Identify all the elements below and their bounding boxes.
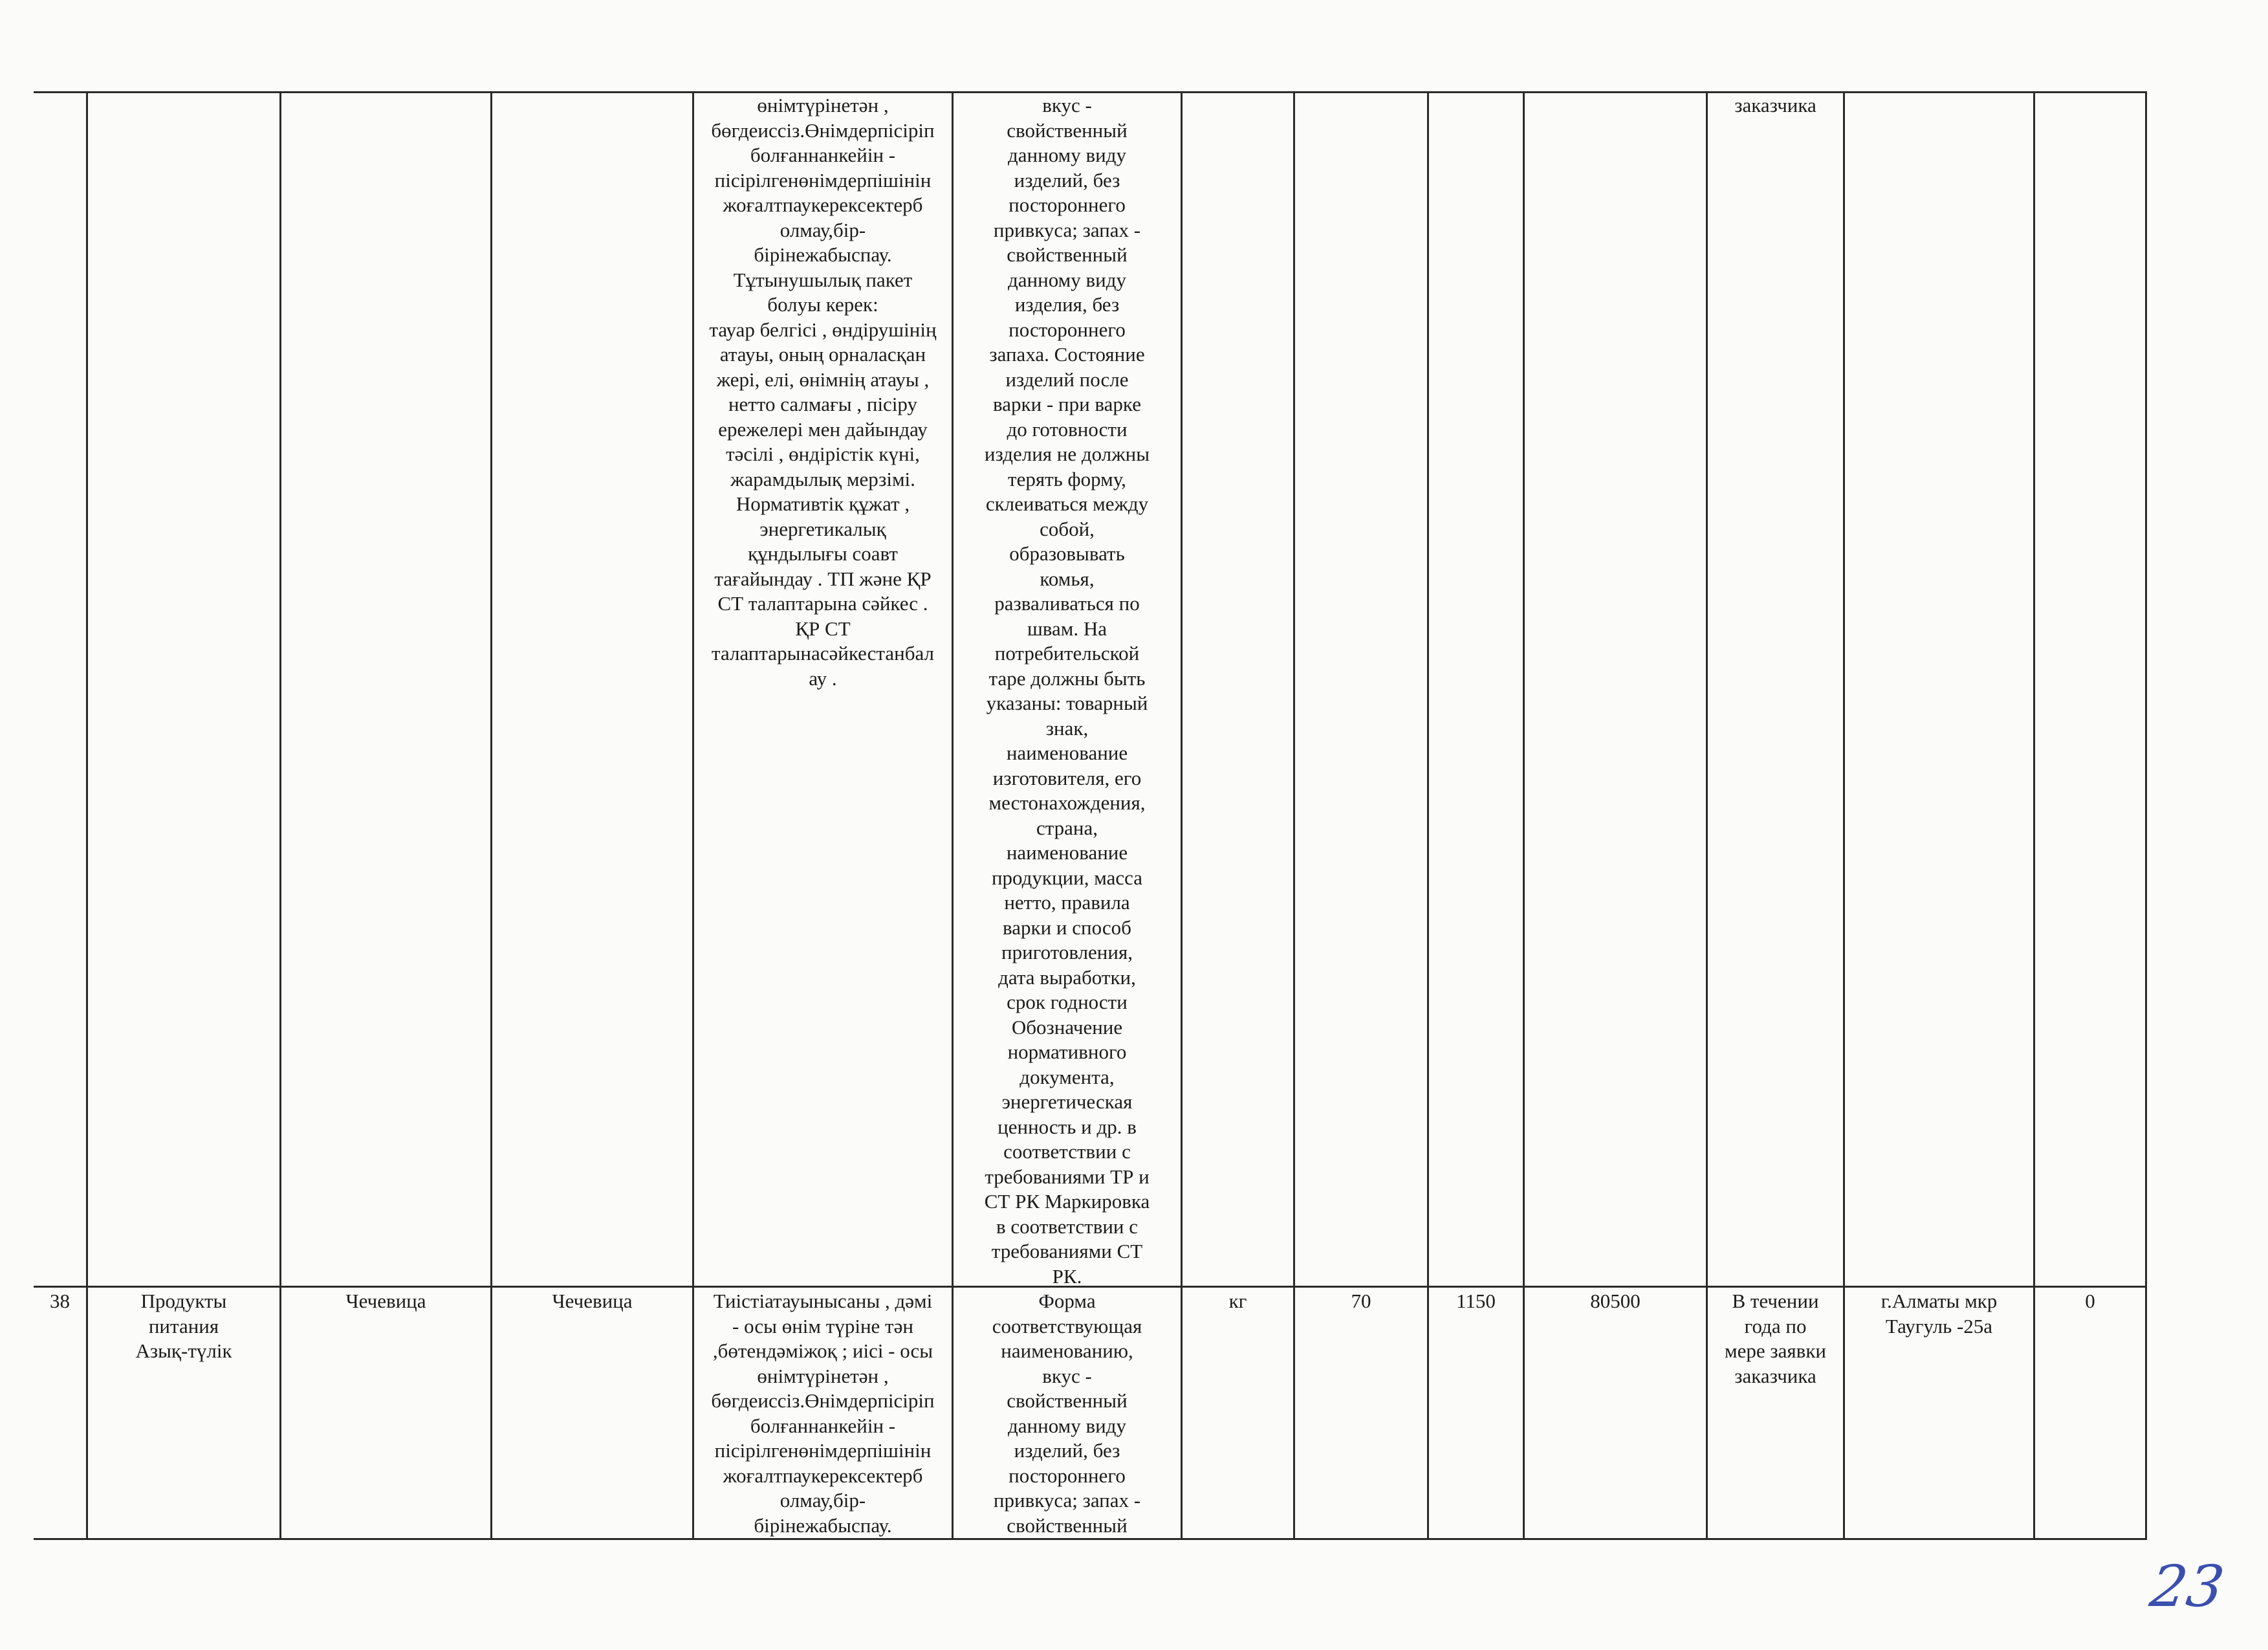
- cell-price: 1150: [1456, 1290, 1496, 1312]
- cell-delivery-term: заказчика: [1734, 94, 1816, 116]
- cell-amount: 80500: [1590, 1290, 1641, 1312]
- cell-row-number: 38: [50, 1290, 70, 1312]
- handwritten-page-number: 23: [2146, 1553, 2229, 1620]
- column-divider: [279, 91, 281, 1540]
- cell-product-name: Чечевица: [345, 1290, 426, 1312]
- column-divider: [1523, 91, 1525, 1540]
- column-divider: [490, 91, 492, 1540]
- cell-requirements-ru: вкус - свойственный данному виду изделий, без постороннего привкуса; запах - свойственный данному виду изделия, без постороннего запаха. Состояние изделий после варки - при варке до готовности изделия не должны терять форму, склеиваться между собой, образовывать комья, разваливаться по швам. На потребительской таре должны быть указаны: товарный знак, наименование изготовителя, его местонахождения, страна, наименование продукции, масса нетто, правила варки и способ приготовления, дата выработки, срок годности Обозначение нормативного документа, энергетическая ценность и др. в соответствии с требованиями ТР и СТ РК Маркировка в соответствии с требованиями СТ РК.: [984, 94, 1150, 1288]
- table-right-border: [2145, 91, 2147, 1540]
- column-divider: [1181, 91, 1183, 1540]
- column-divider: [1293, 91, 1295, 1540]
- cell-delivery-place: г.Алматы мкр Таугуль -25а: [1881, 1290, 1998, 1337]
- cell-short-description: Чечевица: [552, 1290, 633, 1312]
- cell-requirements-kz: Тиістіатауынысаны , дәмі - осы өнім түріне тән ,бөтендәміжоқ ; иісі - осы өнімтүрінетән , бөгдеиссіз.Өнімдерпісіріп болғаннанкейін - пісірілгенөнімдерпішінін жоғалтпаукерексектерб олмау,бір- бірінежабыспау.: [711, 1290, 935, 1537]
- column-divider: [2033, 91, 2035, 1540]
- cell-requirements-kz: өнімтүрінетән , бөгдеиссіз.Өнімдерпісіріп болғаннанкейін - пісірілгенөнімдерпішінін жоғалтпаукерексектерб олмау,бір- бірінежабыспау. Тұтынушылық пакет болуы керек: тауар белгісі , өндірушінің атауы, оның орналасқан жері, елі, өнімнің атауы , нетто салмағы , пісіру ережелері мен дайындау тәсілі , өндірістік күні, жарамдылық мерзімі. Нормативтік құжат , энергетикалық құндылығы соавт тағайындау . ТП және ҚР СТ талаптарына сәйкес . ҚР СТ талаптарынасәйкестанбал ау .: [709, 94, 937, 690]
- cell-advance: 0: [2085, 1290, 2095, 1312]
- cell-requirements-ru: Форма соответствующая наименованию, вкус - свойственный данному виду изделий, без постороннего привкуса; запах - свойственный: [992, 1290, 1142, 1537]
- cell-unit: кг: [1228, 1290, 1247, 1312]
- column-divider: [1427, 91, 1429, 1540]
- table-bottom-border: [34, 1538, 2146, 1540]
- cell-delivery-term: В течении года по мере заявки заказчика: [1725, 1290, 1826, 1387]
- cell-quantity: 70: [1351, 1290, 1371, 1312]
- cell-category: Продукты питания Азық-түлік: [135, 1290, 232, 1362]
